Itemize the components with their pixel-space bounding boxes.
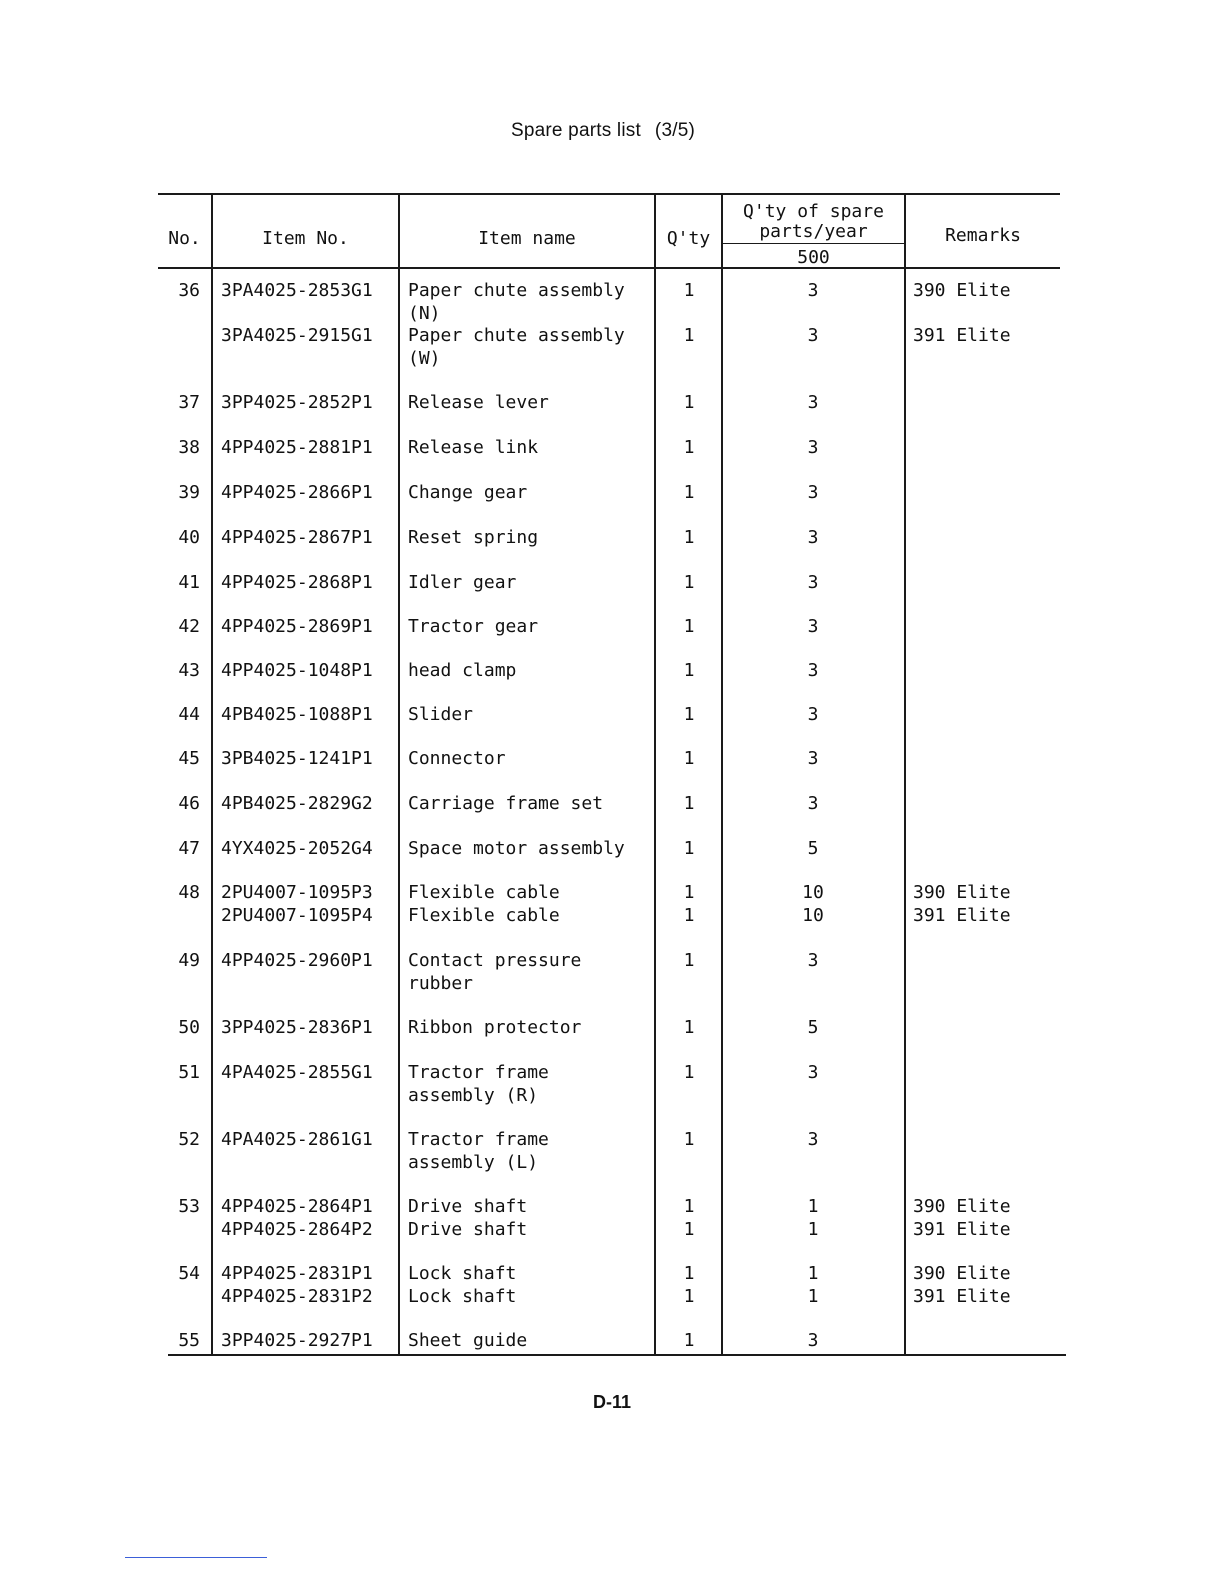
quantity: 1 <box>683 1062 695 1083</box>
quantity: 1 <box>683 392 695 413</box>
spare-quantity: 1 <box>807 1286 819 1307</box>
item-number: 3PA4025-2853G1 <box>221 280 373 301</box>
item-name-line: Carriage frame set <box>408 793 604 814</box>
item-name-line: Tractor frame <box>408 1129 549 1150</box>
item-name <box>408 391 658 414</box>
row-number: 52 <box>178 1129 200 1150</box>
row-number: 40 <box>178 527 200 548</box>
item-number: 2PU4007-1095P3 <box>221 882 373 903</box>
row-number: 36 <box>178 280 200 301</box>
col-divider-4 <box>721 193 723 1356</box>
title-part: (3/5) <box>654 120 695 141</box>
item-number: 4PP4025-2881P1 <box>221 437 373 458</box>
quantity: 1 <box>683 793 695 814</box>
item-name <box>408 436 658 459</box>
remarks: 391 Elite <box>913 325 1011 346</box>
item-number: 4PP4025-2831P1 <box>221 1263 373 1284</box>
item-name <box>408 1285 658 1308</box>
spare-quantity: 10 <box>802 905 824 926</box>
row-number: 39 <box>178 482 200 503</box>
page-number: D-11 <box>592 1392 632 1412</box>
header-remarks: Remarks <box>945 225 1021 246</box>
item-number: 3PB4025-1241P1 <box>221 748 373 769</box>
item-name-line: Paper chute assembly <box>408 325 625 346</box>
spare-quantity: 1 <box>807 1219 819 1240</box>
quantity: 1 <box>683 437 695 458</box>
item-number: 3PA4025-2915G1 <box>221 325 373 346</box>
spare-quantity: 3 <box>807 437 819 458</box>
quantity: 1 <box>683 748 695 769</box>
item-number: 4YX4025-2052G4 <box>221 838 373 859</box>
spare-quantity: 5 <box>807 1017 819 1038</box>
row-number: 46 <box>178 793 200 814</box>
row-number: 42 <box>178 616 200 637</box>
row-number: 38 <box>178 437 200 458</box>
table-bottom-rule <box>168 1354 1066 1356</box>
row-number: 37 <box>178 392 200 413</box>
item-number: 4PP4025-2869P1 <box>221 616 373 637</box>
header-spare-sub: 500 <box>797 247 830 268</box>
header-spare-line1: Q'ty of spare <box>743 201 884 222</box>
spare-quantity: 3 <box>807 793 819 814</box>
row-number: 53 <box>178 1196 200 1217</box>
item-name <box>408 615 658 638</box>
quantity: 1 <box>683 572 695 593</box>
quantity: 1 <box>683 882 695 903</box>
item-name <box>408 324 658 370</box>
item-name <box>408 1329 658 1352</box>
item-name <box>408 1218 658 1241</box>
quantity: 1 <box>683 325 695 346</box>
item-number: 2PU4007-1095P4 <box>221 905 373 926</box>
spare-quantity: 3 <box>807 325 819 346</box>
item-number: 4PB4025-2829G2 <box>221 793 373 814</box>
item-name-line: (W) <box>408 348 441 369</box>
item-name-line: Flexible cable <box>408 882 560 903</box>
spare-quantity: 10 <box>802 882 824 903</box>
item-name <box>408 792 658 815</box>
row-number: 54 <box>178 1263 200 1284</box>
item-name-line: Ribbon protector <box>408 1017 582 1038</box>
item-name-line: Change gear <box>408 482 528 503</box>
spare-quantity: 3 <box>807 950 819 971</box>
header-no: No. <box>168 228 201 249</box>
header-item-no: Item No. <box>262 228 349 249</box>
spare-quantity: 3 <box>807 572 819 593</box>
item-name-line: Lock shaft <box>408 1263 517 1284</box>
item-name-line: assembly (R) <box>408 1085 539 1106</box>
quantity: 1 <box>683 482 695 503</box>
item-name-line: Lock shaft <box>408 1286 517 1307</box>
item-name-line: Slider <box>408 704 474 725</box>
row-number: 44 <box>178 704 200 725</box>
spare-quantity: 3 <box>807 482 819 503</box>
quantity: 1 <box>683 1017 695 1038</box>
header-spare <box>723 202 904 242</box>
item-name <box>408 526 658 549</box>
item-number: 4PP4025-2960P1 <box>221 950 373 971</box>
item-name-line: Tractor gear <box>408 616 539 637</box>
spare-quantity: 3 <box>807 616 819 637</box>
quantity: 1 <box>683 704 695 725</box>
spare-quantity: 3 <box>807 527 819 548</box>
remarks: 390 Elite <box>913 1196 1011 1217</box>
quantity: 1 <box>683 280 695 301</box>
quantity: 1 <box>683 905 695 926</box>
row-number: 47 <box>178 838 200 859</box>
header-item-name: Item name <box>478 228 576 249</box>
item-name <box>408 659 658 682</box>
item-number: 4PP4025-1048P1 <box>221 660 373 681</box>
quantity: 1 <box>683 1129 695 1150</box>
spare-quantity: 3 <box>807 1330 819 1351</box>
spare-quantity: 3 <box>807 748 819 769</box>
item-name-line: Idler gear <box>408 572 517 593</box>
item-name <box>408 904 658 927</box>
item-name-line: Reset spring <box>408 527 539 548</box>
item-number: 4PP4025-2867P1 <box>221 527 373 548</box>
item-name <box>408 1195 658 1218</box>
item-name <box>408 881 658 904</box>
spare-sub-rule <box>721 243 905 244</box>
item-number: 3PP4025-2927P1 <box>221 1330 373 1351</box>
item-name <box>408 1128 658 1174</box>
quantity: 1 <box>683 1263 695 1284</box>
header-qty: Q'ty <box>666 228 711 249</box>
item-number: 4PP4025-2868P1 <box>221 572 373 593</box>
item-name-line: (N) <box>408 303 441 324</box>
item-name-line: Tractor frame <box>408 1062 549 1083</box>
item-name-line: head clamp <box>408 660 517 681</box>
row-number: 41 <box>178 572 200 593</box>
spare-quantity: 3 <box>807 392 819 413</box>
item-number: 3PP4025-2852P1 <box>221 392 373 413</box>
quantity: 1 <box>683 1219 695 1240</box>
quantity: 1 <box>683 950 695 971</box>
item-name <box>408 279 658 325</box>
item-name <box>408 949 658 995</box>
item-number: 4PA4025-2861G1 <box>221 1129 373 1150</box>
quantity: 1 <box>683 1286 695 1307</box>
quantity: 1 <box>683 616 695 637</box>
spare-quantity: 3 <box>807 280 819 301</box>
remarks: 390 Elite <box>913 280 1011 301</box>
spare-quantity: 5 <box>807 838 819 859</box>
spare-quantity: 1 <box>807 1263 819 1284</box>
remarks: 391 Elite <box>913 1286 1011 1307</box>
col-divider-1 <box>211 193 213 1356</box>
row-number: 49 <box>178 950 200 971</box>
item-name-line: Contact pressure <box>408 950 582 971</box>
spare-quantity: 3 <box>807 1062 819 1083</box>
row-number: 51 <box>178 1062 200 1083</box>
item-name <box>408 1262 658 1285</box>
page-title <box>0 120 1206 142</box>
item-name-line: Space motor assembly <box>408 838 625 859</box>
row-number: 55 <box>178 1330 200 1351</box>
quantity: 1 <box>683 1196 695 1217</box>
quantity: 1 <box>683 838 695 859</box>
remarks: 390 Elite <box>913 882 1011 903</box>
item-name-line: Paper chute assembly <box>408 280 625 301</box>
item-name <box>408 747 658 770</box>
item-number: 4PB4025-1088P1 <box>221 704 373 725</box>
header-bottom-rule <box>158 267 1060 269</box>
item-name <box>408 1061 658 1107</box>
item-name-line: Drive shaft <box>408 1196 528 1217</box>
item-name-line: Release link <box>408 437 539 458</box>
table-top-rule <box>158 193 1060 195</box>
item-name <box>408 571 658 594</box>
quantity: 1 <box>683 660 695 681</box>
item-name-line: Drive shaft <box>408 1219 528 1240</box>
spare-quantity: 3 <box>807 704 819 725</box>
header-spare-line2: parts/year <box>759 221 868 242</box>
row-number: 45 <box>178 748 200 769</box>
item-name <box>408 1016 658 1039</box>
row-number: 43 <box>178 660 200 681</box>
item-number: 4PP4025-2831P2 <box>221 1286 373 1307</box>
item-name-line: Release lever <box>408 392 549 413</box>
item-number: 4PP4025-2864P2 <box>221 1219 373 1240</box>
quantity: 1 <box>683 1330 695 1351</box>
item-number: 4PA4025-2855G1 <box>221 1062 373 1083</box>
item-name-line: Connector <box>408 748 506 769</box>
remarks: 391 Elite <box>913 1219 1011 1240</box>
item-name <box>408 837 658 860</box>
row-number: 48 <box>178 882 200 903</box>
spare-quantity: 3 <box>807 1129 819 1150</box>
remarks: 391 Elite <box>913 905 1011 926</box>
item-name <box>408 481 658 504</box>
item-number: 4PP4025-2864P1 <box>221 1196 373 1217</box>
item-name-line: rubber <box>408 973 474 994</box>
row-number: 50 <box>178 1017 200 1038</box>
item-number: 3PP4025-2836P1 <box>221 1017 373 1038</box>
remarks: 390 Elite <box>913 1263 1011 1284</box>
bottom-rule <box>125 1557 267 1558</box>
item-number: 4PP4025-2866P1 <box>221 482 373 503</box>
spare-parts-table <box>158 193 1063 1357</box>
col-divider-5 <box>904 193 906 1356</box>
col-divider-2 <box>398 193 400 1356</box>
item-name-line: Flexible cable <box>408 905 560 926</box>
quantity: 1 <box>683 527 695 548</box>
spare-quantity: 1 <box>807 1196 819 1217</box>
title-text: Spare parts list <box>511 120 641 141</box>
item-name-line: Sheet guide <box>408 1330 528 1351</box>
item-name <box>408 703 658 726</box>
item-name-line: assembly (L) <box>408 1152 539 1173</box>
spare-quantity: 3 <box>807 660 819 681</box>
